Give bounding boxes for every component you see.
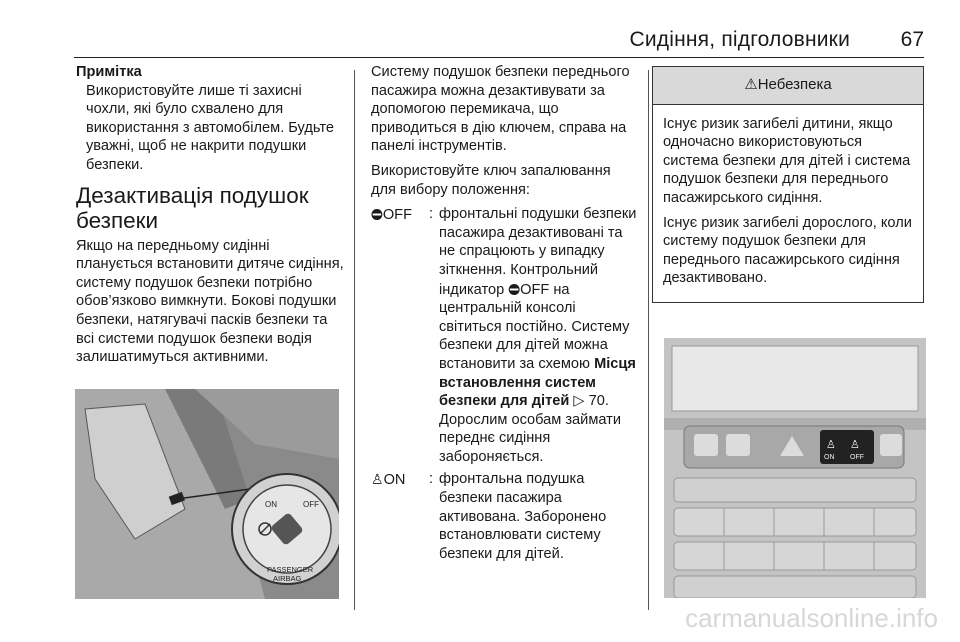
header-rule [74, 57, 924, 58]
link-child-seat-locations[interactable]: Місця встановлення систем безпеки для дітей [439, 355, 636, 410]
airbag-switch-illustration [75, 389, 339, 599]
colon: : [429, 471, 434, 488]
section-text: Якщо на передньому сидінні планується встановити дитяче сидіння, систему подушок безпеки потрібно обов’язково вимкнути. Бокові подушки безпеки, натягувачі пасків безпеки та всі системи подушок безпеки водія залишатимуться активними. [76, 237, 344, 366]
dashboard-door-drawing [75, 389, 339, 599]
column-left [76, 63, 344, 373]
column-divider [648, 70, 649, 610]
page-title: Сидіння, підголовники [629, 28, 850, 51]
colon: : [429, 206, 434, 223]
paragraph-switch-location: Систему подушок безпеки переднього пасажира можна дезактивувати за допомогою перемикача, що приводиться в дію ключем, справа на панелі інструментів. [371, 64, 630, 155]
column-divider [354, 70, 355, 610]
watermark: carmanualsonline.info [685, 603, 938, 633]
position-list [371, 205, 639, 563]
triangle-reference-icon: ▷ [573, 393, 585, 410]
warning-triangle-icon: ⚠ [744, 76, 758, 93]
position-on-term: ♙ON [371, 471, 406, 489]
column-right [652, 63, 924, 303]
danger-box [652, 66, 924, 303]
note-text: Використовуйте лише ті захисні чохли, які було схвалено для використання з автомобілем. Будьте уважні, щоб не накрити подушки безпеки. [86, 82, 334, 173]
position-off [371, 205, 639, 466]
danger-title: Небезпека [757, 76, 832, 93]
console-indicator-illustration [664, 338, 926, 598]
position-on-description: фронтальна подушка безпеки пасажира активована. Заборонено встановлювати систему безпеки для дітей. [439, 471, 607, 562]
position-off-term: ⛔︎OFF [371, 206, 413, 224]
console-drawing [664, 338, 926, 598]
switch-off-label: OFF [303, 500, 319, 509]
column-middle [371, 63, 639, 567]
airbag-off-icon: ⛔︎ [371, 206, 383, 223]
danger-text-child: Існує ризик загибелі дитини, якщо одночасно використовуються система безпеки для дітей і система подушок безпеки для переднього пасажирського сидіння. [663, 115, 911, 206]
danger-body [653, 105, 923, 302]
danger-header [653, 67, 923, 105]
danger-text-adult: Існує ризик загибелі дорослого, коли систему подушок безпеки для переднього пасажирського сидіння дезактивовано. [663, 214, 912, 287]
note-title: Примітка [76, 64, 142, 80]
airbag-off-icon: ⛔︎ [508, 280, 521, 297]
paragraph-select-position: Використовуйте ключ запалювання для вибору положення: [371, 162, 611, 198]
indicator-off-label: OFF [850, 454, 864, 461]
switch-on-label: ON [265, 500, 277, 509]
page-header [0, 0, 960, 58]
switch-airbag-label: AIRBAG [273, 574, 302, 583]
indicator-on-label: ON [824, 454, 835, 461]
switch-passenger-label: PASSENGER [267, 565, 314, 574]
page-number: 67 [900, 28, 924, 51]
section-title: Дезактивація подушок безпеки [76, 182, 309, 233]
position-off-description: фронтальні подушки безпеки пасажира дезактивовані та не спрацюють у випадку зіткнення. Контрольний індикатор ⛔︎OFF на центральній консолі світиться постійно. Систему безпеки для дітей можна встановити за схемою Місця встановлення систем безпеки для дітей ▷ 70. Дорослим особам займати переднє сидіння забороняється. [439, 206, 637, 465]
airbag-off-icon: ♙ [850, 438, 860, 451]
airbag-on-icon: ♙ [826, 438, 836, 451]
position-on [371, 470, 639, 563]
airbag-on-icon: ♙ [371, 471, 384, 488]
